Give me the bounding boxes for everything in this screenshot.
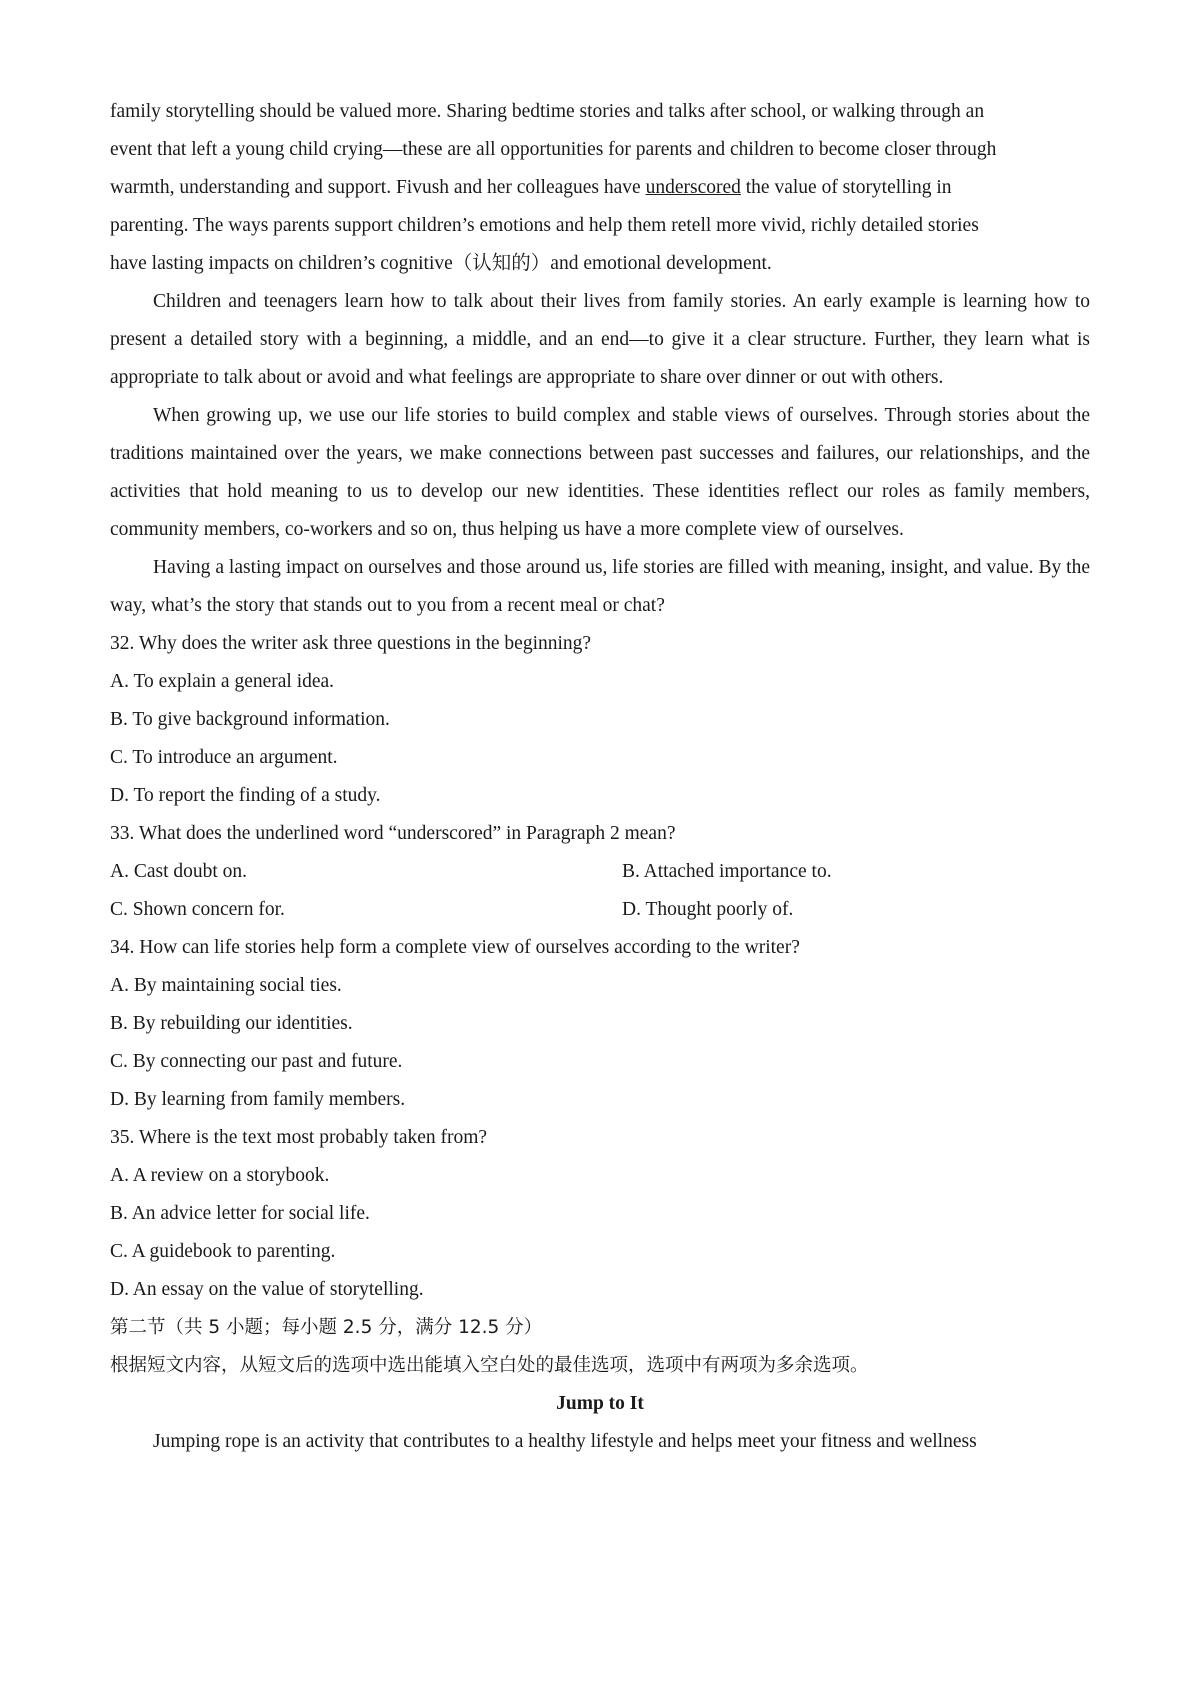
option-d: D. To report the finding of a study. (110, 785, 381, 806)
options-row (110, 853, 1090, 891)
text-line (110, 169, 1090, 207)
text-line: have lasting impacts on children’s cognitive（认知的）and emotional development. (110, 253, 772, 274)
option-c: C. A guidebook to parenting. (110, 1241, 336, 1262)
option-b: B. An advice letter for social life. (110, 1203, 370, 1224)
text-line: event that left a young child crying—these are all opportunities for parents and children to become closer through (110, 139, 997, 160)
question-35 (110, 1119, 1090, 1309)
option-d: D. Thought poorly of. (622, 899, 794, 920)
passage-paragraph-2: Children and teenagers learn how to talk about their lives from family stories. An early example is learning how to present a detailed story with a beginning, a middle, and an end—to give it a clear structure. Further, they learn what is appropriate to talk about or avoid and what feelings are appropriate to share over dinner or out with others. (110, 291, 1090, 388)
passage-paragraph-3: When growing up, we use our life stories to build complex and stable views of ourselves. Through stories about the traditions maintained over the years, we make connections between past successes and failures, our relationships, and the activities that hold meaning to us to develop our new identities. These identities reflect our roles as family members, community members, co-workers and so on, thus helping us have a more complete view of ourselves. (110, 405, 1090, 540)
option-b: B. Attached importance to. (622, 861, 832, 882)
underlined-word: underscored (645, 177, 741, 198)
question-stem: 33. What does the underlined word “underscored” in Paragraph 2 mean? (110, 823, 676, 844)
passage-paragraph-1 (110, 93, 1090, 283)
option-a: A. Cast doubt on. (110, 861, 248, 882)
question-stem: 32. Why does the writer ask three questions in the beginning? (110, 633, 592, 654)
passage-paragraph-4: Having a lasting impact on ourselves and those around us, life stories are filled with meaning, insight, and value. By the way, what’s the story that stands out to you from a recent meal or chat? (110, 557, 1090, 616)
passage-first-line: Jumping rope is an activity that contributes to a healthy lifestyle and helps meet your fitness and wellness (153, 1431, 977, 1452)
option-a: A. By maintaining social ties. (110, 975, 342, 996)
option-b: B. By rebuilding our identities. (110, 1013, 353, 1034)
section-header: 第二节（共 5 小题；每小题 2.5 分，满分 12.5 分） (110, 1317, 543, 1338)
question-33 (110, 815, 1090, 929)
question-32 (110, 625, 1090, 815)
passage-title: Jump to It (556, 1393, 644, 1414)
option-c: C. Shown concern for. (110, 899, 285, 920)
option-d: D. By learning from family members. (110, 1089, 406, 1110)
question-stem: 34. How can life stories help form a complete view of ourselves according to the writer? (110, 937, 800, 958)
question-stem: 35. Where is the text most probably taken from? (110, 1127, 488, 1148)
option-a: A. A review on a storybook. (110, 1165, 330, 1186)
exam-page (110, 93, 1090, 1461)
option-c: C. To introduce an argument. (110, 747, 338, 768)
text-line: parenting. The ways parents support children’s emotions and help them retell more vivid, richly detailed stories (110, 215, 979, 236)
option-d: D. An essay on the value of storytelling. (110, 1279, 424, 1300)
question-34 (110, 929, 1090, 1119)
text-segment: the value of storytelling in (740, 177, 952, 198)
options-row (110, 891, 1090, 929)
section-instruction: 根据短文内容，从短文后的选项中选出能填入空白处的最佳选项，选项中有两项为多余选项。 (110, 1355, 869, 1376)
section-2 (110, 1309, 1090, 1461)
option-b: B. To give background information. (110, 709, 390, 730)
option-c: C. By connecting our past and future. (110, 1051, 403, 1072)
text-line: family storytelling should be valued more. Sharing bedtime stories and talks after school, or walking through an (110, 101, 985, 122)
option-a: A. To explain a general idea. (110, 671, 335, 692)
text-segment: warmth, understanding and support. Fivush and her colleagues have (110, 177, 646, 198)
